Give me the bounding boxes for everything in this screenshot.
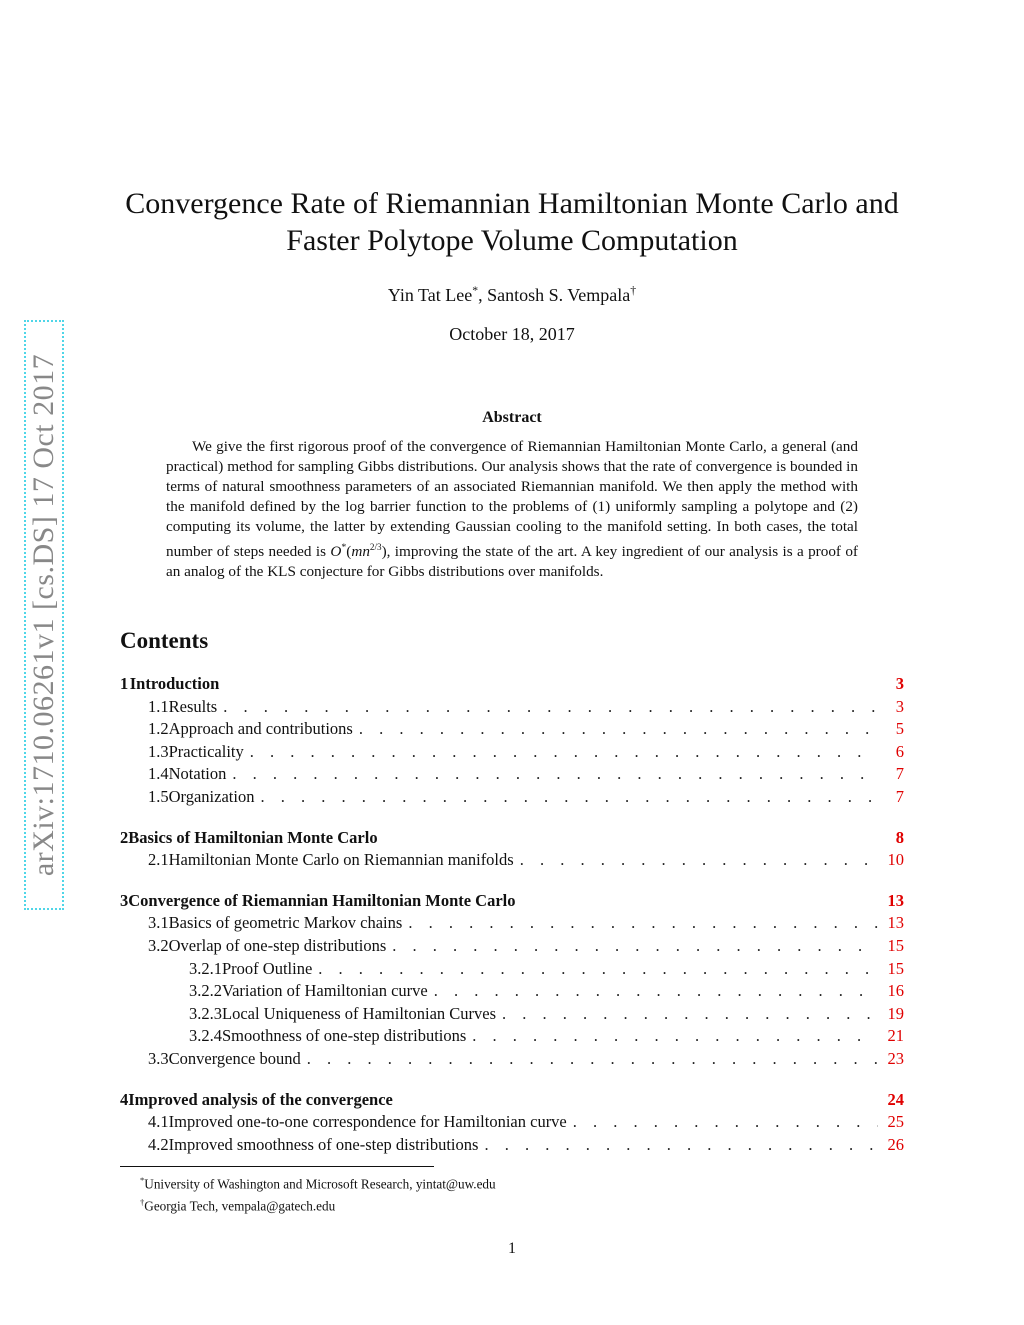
toc-page-link[interactable]: 3 xyxy=(895,696,904,716)
toc-leader-dots xyxy=(408,912,878,935)
toc-number: 1.1 xyxy=(148,696,169,716)
toc-page-link[interactable]: 5 xyxy=(895,719,904,739)
toc-number: 2 xyxy=(120,827,129,847)
toc-title: Introduction xyxy=(129,674,220,693)
author-2-mark: † xyxy=(630,284,637,297)
toc-row[interactable] xyxy=(120,1134,904,1157)
toc-page-link[interactable]: 24 xyxy=(887,1089,904,1109)
toc-leader-dots xyxy=(434,980,878,1003)
author-1-mark: * xyxy=(472,284,479,297)
abstract-part-2: , improving the state of the art. A key ingredient of our analysis is a proof of an analog of the KLS conjecture for Gibbs distributions over manifolds. xyxy=(166,543,858,581)
toc-row[interactable] xyxy=(120,980,904,1003)
toc-page-link[interactable]: 21 xyxy=(887,1026,904,1046)
toc-row[interactable] xyxy=(120,1025,904,1048)
toc-leader-dots xyxy=(392,935,878,958)
contents-heading: Contents xyxy=(120,628,209,653)
toc-leader-dots xyxy=(484,1134,878,1157)
toc-page-link[interactable]: 23 xyxy=(887,1048,904,1068)
toc-row[interactable] xyxy=(120,827,904,850)
title-line-2: Faster Polytope Volume Computation xyxy=(286,224,738,257)
toc-leader-dots xyxy=(502,1003,878,1026)
toc-row[interactable] xyxy=(120,673,904,696)
footnote-rule xyxy=(120,1166,434,1167)
toc-page-link[interactable]: 15 xyxy=(887,935,904,955)
toc-leader-dots xyxy=(472,1025,878,1048)
toc-number: 3.2.3 xyxy=(189,1003,222,1023)
paper-title xyxy=(0,185,1024,259)
toc-row[interactable] xyxy=(120,696,904,719)
toc-row[interactable] xyxy=(120,958,904,981)
toc-number: 1.2 xyxy=(148,719,169,739)
toc-title: Convergence bound xyxy=(168,1048,301,1068)
toc-number: 4 xyxy=(120,1089,129,1109)
abstract-text xyxy=(166,437,858,582)
toc-number: 3.1 xyxy=(148,913,169,933)
paper-date: October 18, 2017 xyxy=(449,324,575,344)
toc-title: Smoothness of one-step distributions xyxy=(222,1026,467,1046)
author-separator: , xyxy=(478,285,488,305)
toc-number: 4.1 xyxy=(148,1112,169,1132)
toc-number: 3.2.2 xyxy=(189,981,222,1001)
toc-title: Convergence of Riemannian Hamiltonian Monte Carlo xyxy=(128,890,516,910)
toc-title: Local Uniqueness of Hamiltonian Curves xyxy=(222,1003,497,1023)
toc-title: Improved smoothness of one-step distributions xyxy=(168,1134,479,1154)
toc-page-link[interactable]: 7 xyxy=(895,764,904,784)
toc-page-link[interactable]: 15 xyxy=(887,958,904,978)
authors xyxy=(0,284,1024,306)
toc-title: Overlap of one-step distributions xyxy=(168,935,387,955)
page-number: 1 xyxy=(508,1240,516,1257)
toc-page-link[interactable]: 6 xyxy=(895,741,904,761)
toc-leader-dots xyxy=(359,718,878,741)
toc-number: 2.1 xyxy=(148,850,169,870)
title-line-1: Convergence Rate of Riemannian Hamiltonian Monte Carlo and xyxy=(125,187,899,220)
toc-number: 3 xyxy=(120,890,129,910)
toc-title: Proof Outline xyxy=(222,958,313,978)
toc-number: 3.2 xyxy=(148,935,169,955)
toc-row[interactable] xyxy=(120,763,904,786)
toc-page-link[interactable]: 16 xyxy=(887,981,904,1001)
toc-title: Improved one-to-one correspondence for Hamiltonian curve xyxy=(168,1112,567,1132)
toc-row[interactable] xyxy=(120,890,904,913)
abstract-part-1: We give the first rigorous proof of the convergence of Riemannian Hamiltonian Monte Carlo, a general (and practical) method for sampling Gibbs distributions. Our analysis shows that the rate of convergence is bounded in terms of natural smoothness parameters of an associated Riemannian manifold. We then apply the method with the manifold defined by the log barrier function to the problems of (1) uniformly sampling a polytope and (2) computing its volume, the latter by extending Gaussian cooling to the manifold setting. In both cases, the total number of steps needed is xyxy=(166,438,858,561)
toc-row[interactable] xyxy=(120,935,904,958)
abstract-math: $O^*(mn^{2/3})$ xyxy=(330,542,387,561)
toc-leader-dots xyxy=(573,1111,878,1134)
toc-row[interactable] xyxy=(120,786,904,809)
footnote-2-mark: † xyxy=(140,1197,145,1208)
toc-row[interactable] xyxy=(120,718,904,741)
abstract-heading: Abstract xyxy=(482,409,542,426)
footnotes xyxy=(140,1171,496,1216)
toc-leader-dots xyxy=(223,696,878,719)
toc-title: Notation xyxy=(168,764,227,784)
toc-leader-dots xyxy=(520,849,878,872)
toc-row[interactable] xyxy=(120,912,904,935)
toc-title: Variation of Hamiltonian curve xyxy=(222,981,428,1001)
toc-page-link[interactable]: 3 xyxy=(895,674,904,693)
toc-row[interactable] xyxy=(120,741,904,764)
toc-title: Practicality xyxy=(168,741,244,761)
toc-page-link[interactable]: 19 xyxy=(887,1003,904,1023)
toc-title: Approach and contributions xyxy=(168,719,353,739)
toc-page-link[interactable]: 8 xyxy=(895,827,904,847)
toc-number: 3.3 xyxy=(148,1048,169,1068)
toc-number: 1.5 xyxy=(148,786,169,806)
toc-number: 3.2.4 xyxy=(189,1026,222,1046)
toc-page-link[interactable]: 7 xyxy=(895,786,904,806)
toc-row[interactable] xyxy=(120,1048,904,1071)
footnote-1-mark: * xyxy=(140,1175,145,1185)
toc-page-link[interactable]: 26 xyxy=(887,1134,904,1154)
toc-page-link[interactable]: 25 xyxy=(887,1112,904,1132)
toc-title: Basics of geometric Markov chains xyxy=(168,913,403,933)
table-of-contents xyxy=(120,673,904,1156)
toc-row[interactable] xyxy=(120,1089,904,1112)
toc-title: Improved analysis of the convergence xyxy=(128,1089,393,1109)
footnote-2-text: Georgia Tech, vempala@gatech.edu xyxy=(144,1198,336,1214)
toc-number: 1 xyxy=(120,674,129,693)
toc-row[interactable] xyxy=(120,1003,904,1026)
toc-leader-dots xyxy=(232,763,878,786)
toc-row[interactable] xyxy=(120,849,904,872)
toc-title: Basics of Hamiltonian Monte Carlo xyxy=(128,827,378,847)
toc-title: Organization xyxy=(168,786,255,806)
toc-leader-dots xyxy=(318,958,878,981)
toc-number: 4.2 xyxy=(148,1134,169,1154)
toc-number: 3.2.1 xyxy=(189,958,222,978)
toc-leader-dots xyxy=(260,786,878,809)
toc-page-link[interactable]: 10 xyxy=(887,850,904,870)
footnote-1-text: University of Washington and Microsoft Research, yintat@uw.edu xyxy=(144,1176,496,1192)
toc-number: 1.3 xyxy=(148,741,169,761)
toc-title: Results xyxy=(168,696,218,716)
toc-title: Hamiltonian Monte Carlo on Riemannian manifolds xyxy=(168,850,514,870)
toc-number: 1.4 xyxy=(148,764,169,784)
author-2: Santosh S. Vempala xyxy=(487,285,631,305)
toc-row[interactable] xyxy=(120,1111,904,1134)
footnote-1 xyxy=(140,1171,496,1193)
toc-leader-dots xyxy=(307,1048,878,1071)
toc-page-link[interactable]: 13 xyxy=(887,913,904,933)
author-1: Yin Tat Lee xyxy=(387,285,473,305)
arxiv-identifier: arXiv:1710.06261v1 [cs.DS] 17 Oct 2017 xyxy=(27,353,60,877)
toc-page-link[interactable]: 13 xyxy=(887,890,904,910)
footnote-2 xyxy=(140,1193,496,1215)
toc-leader-dots xyxy=(250,741,878,764)
